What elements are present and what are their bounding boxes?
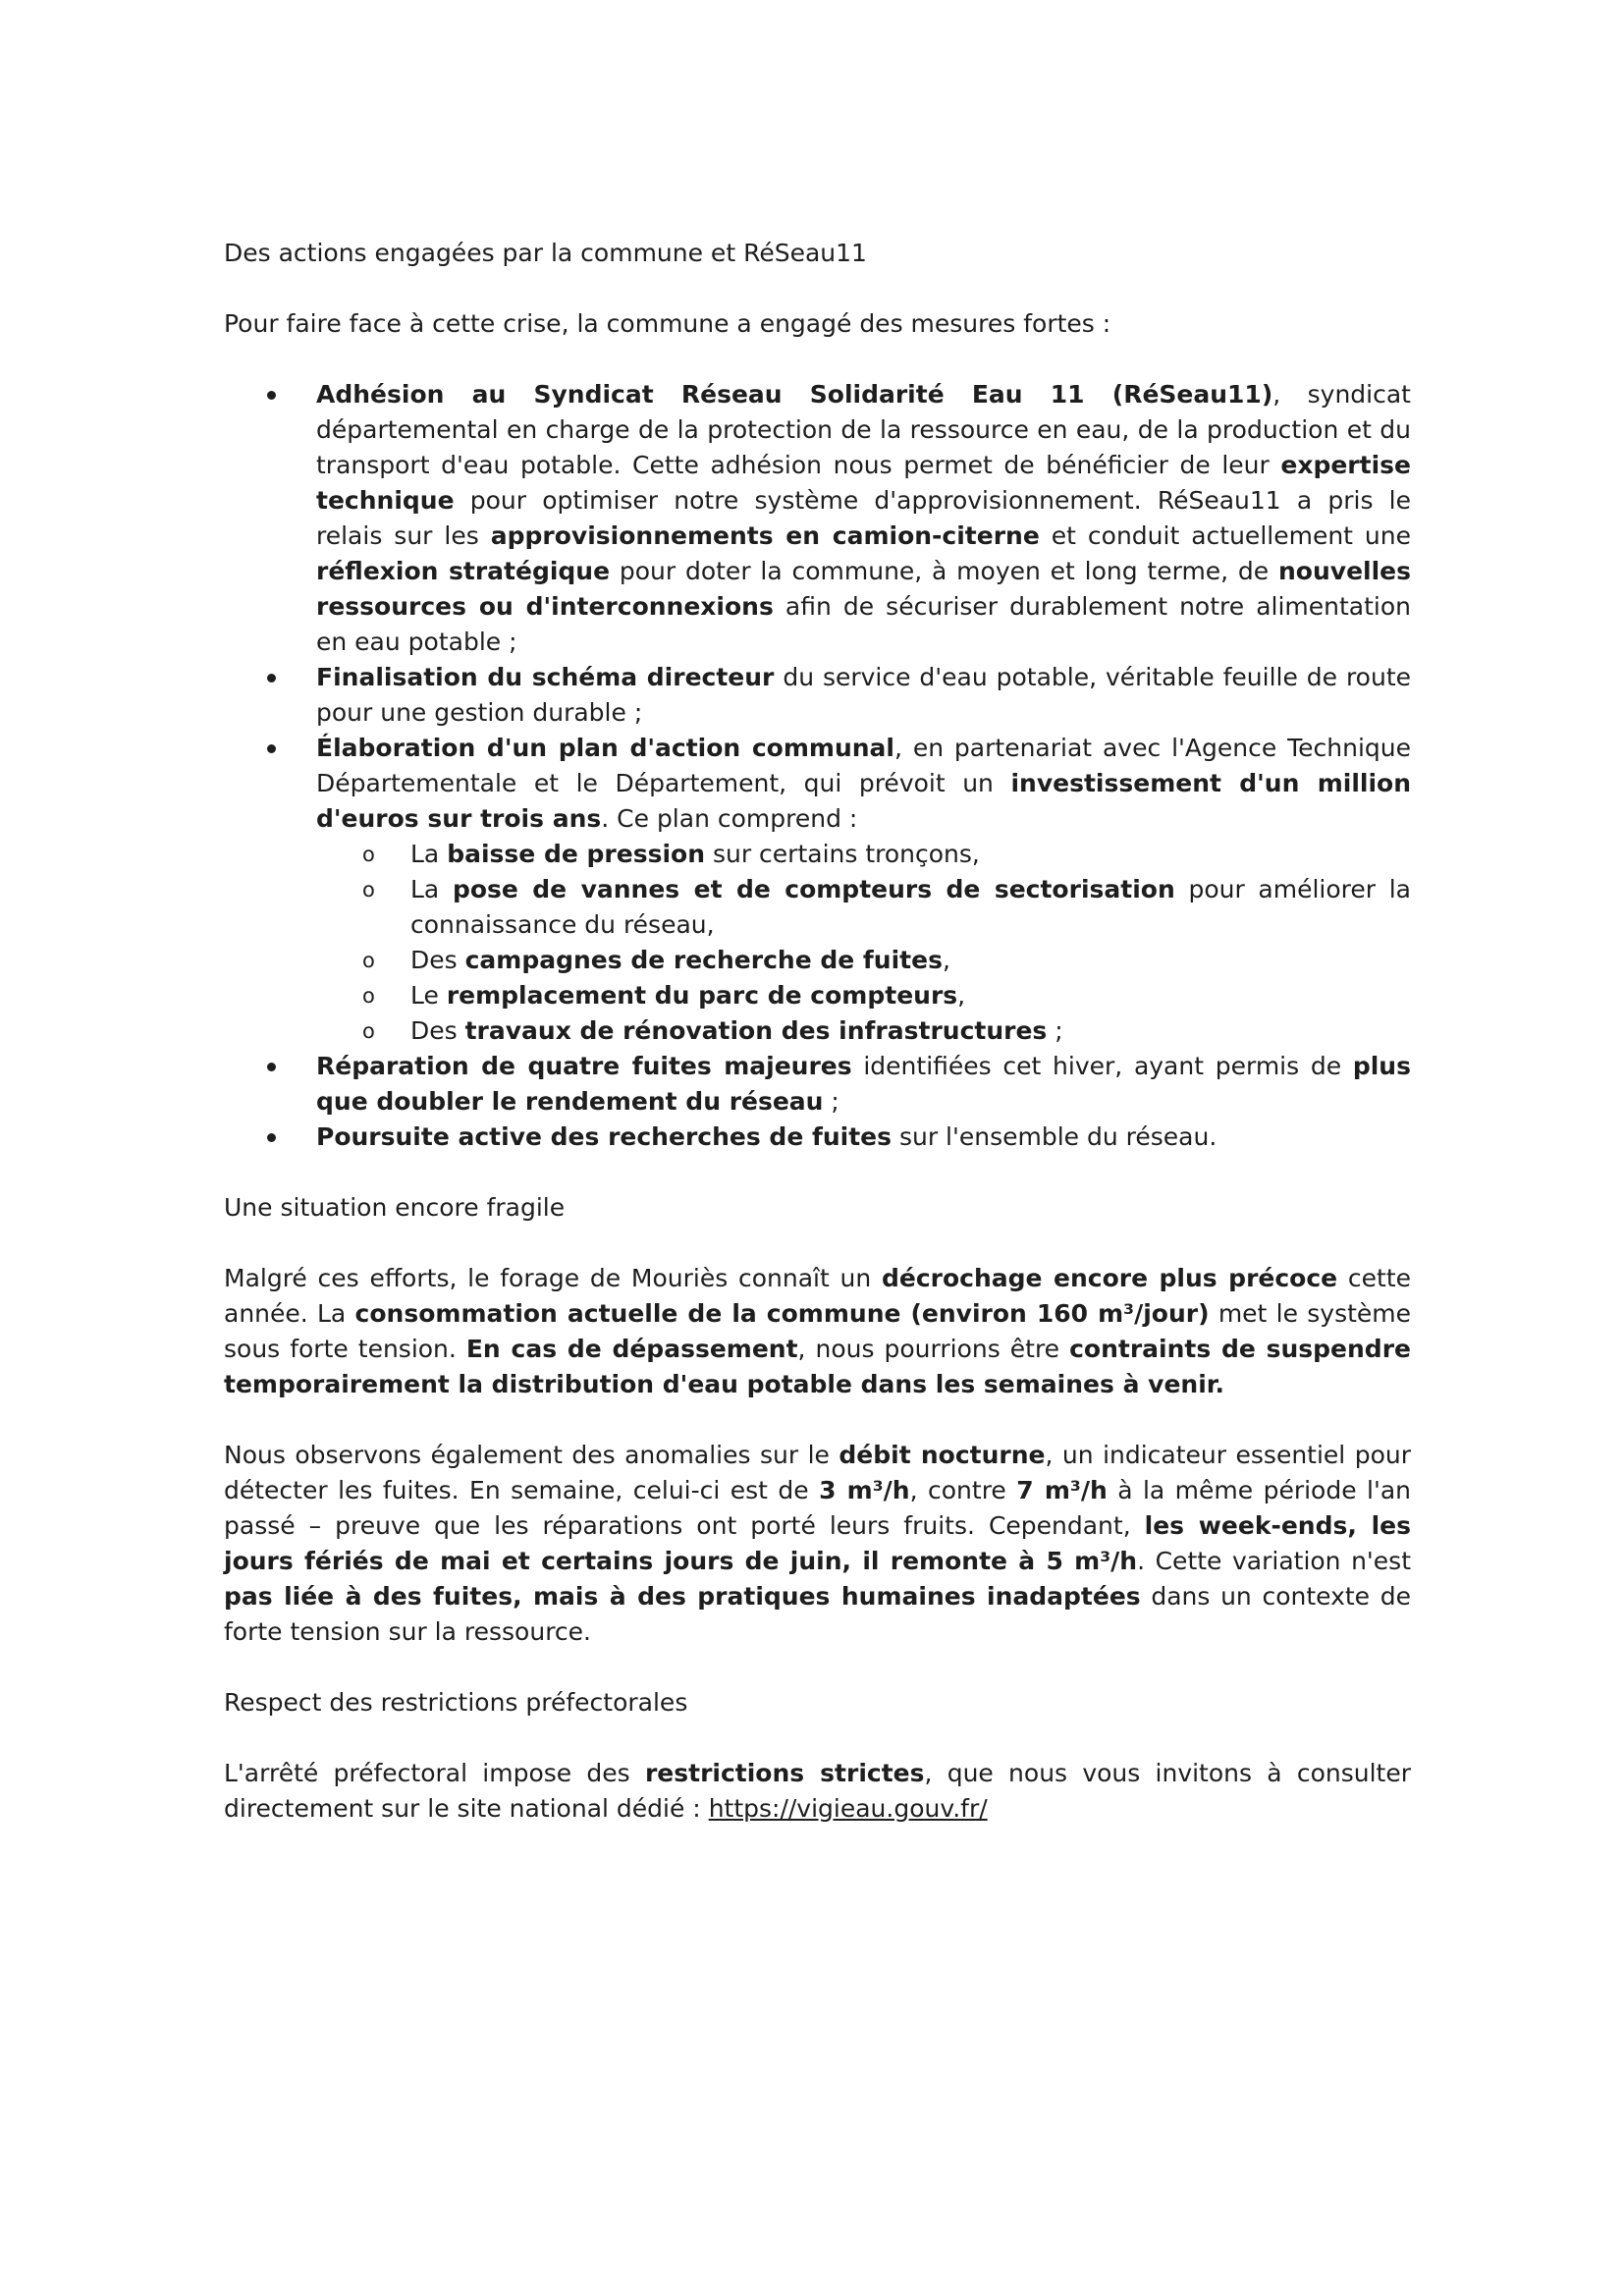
bold-text: En cas de dépassement <box>465 1335 798 1363</box>
text-run: du service d'eau potable, véritable feuille de route pour une gestion durable ; <box>316 663 1411 727</box>
action-item-text <box>316 1052 1411 1116</box>
text-run: sur certains tronçons, <box>705 840 980 868</box>
plan-subitem <box>316 837 1411 872</box>
intro-text: Pour faire face à cette crise, la commune a engagé des mesures fortes : <box>224 309 1111 338</box>
text-run: ; <box>823 1087 839 1116</box>
plan-subitem-text <box>410 981 965 1010</box>
bullet-icon <box>267 1133 276 1142</box>
text-run: Des <box>410 946 465 974</box>
bold-text: consommation actuelle de la commune (environ 160 m³/jour) <box>354 1299 1210 1328</box>
paragraph-situation-1 <box>224 1261 1411 1402</box>
text-run: , syndicat départemental en charge de la protection de la ressource en eau, de la production et du transport d'eau potable. Cette adhésion nous permet de bénéficier de leur <box>316 380 1411 479</box>
text-run: , <box>942 946 950 974</box>
bold-text: débit nocturne <box>839 1441 1046 1469</box>
action-item <box>221 660 1411 731</box>
action-item <box>221 1049 1411 1120</box>
text-run: , contre <box>909 1476 1017 1504</box>
action-item-text <box>316 663 1411 727</box>
bold-text: pas liée à des fuites, mais à des pratiques humaines inadaptées <box>224 1582 1141 1611</box>
text-run: Des <box>410 1016 465 1045</box>
bold-text: 3 m³/h <box>819 1476 910 1504</box>
text-run: et conduit actuellement une <box>1039 521 1412 550</box>
bold-text: investissement d'un million d'euros sur trois ans <box>316 769 1412 833</box>
bold-text: travaux de rénovation des infrastructures <box>464 1016 1048 1045</box>
plan-subitem <box>316 1013 1411 1049</box>
action-item <box>221 377 1411 660</box>
text-run: , nous pourrions être <box>797 1335 1070 1363</box>
text-run: La <box>410 875 453 903</box>
bold-text: Finalisation du schéma directeur <box>316 663 775 691</box>
text-run: dans un contexte de forte tension sur la ressource. <box>224 1582 1411 1646</box>
text-run: ; <box>1047 1016 1063 1045</box>
action-item-text <box>316 734 1411 833</box>
circle-bullet-icon: o <box>362 878 375 902</box>
text-run: L'arrêté préfectoral impose des <box>224 1759 645 1787</box>
action-item <box>221 1120 1411 1155</box>
bullet-icon <box>267 744 276 753</box>
bold-text: Élaboration d'un plan d'action communal <box>316 734 894 762</box>
bold-text: pose de vannes et de compteurs de sectorisation <box>452 875 1175 903</box>
plan-subitem <box>316 978 1411 1013</box>
circle-bullet-icon: o <box>362 1019 375 1043</box>
text-run: sur l'ensemble du réseau. <box>892 1122 1217 1151</box>
text-run: pour améliorer la connaissance du réseau, <box>410 875 1411 939</box>
plan-subitem-text <box>410 840 980 868</box>
plan-subitem <box>316 943 1411 978</box>
text-run: , <box>957 981 966 1010</box>
bold-text: nouvelles ressources ou d'interconnexions <box>316 557 1411 621</box>
text-run: cette année. La <box>224 1264 1411 1328</box>
section-heading-restrictions: Respect des restrictions préfectorales <box>224 1688 688 1717</box>
bold-text: contraints de suspendre temporairement la distribution d'eau potable dans les semaines à venir. <box>224 1335 1411 1398</box>
text-run: Nous observons également des anomalies sur le <box>224 1441 839 1469</box>
text-run: afin de sécuriser durablement notre alimentation en eau potable ; <box>316 592 1411 656</box>
bold-text: campagnes de recherche de fuites <box>464 946 943 974</box>
text-run: . Ce plan comprend : <box>601 804 858 833</box>
plan-subitem <box>316 872 1411 943</box>
plan-subitem-text <box>410 1016 1063 1045</box>
bullet-icon <box>267 1063 276 1071</box>
vigieau-link[interactable]: https://vigieau.gouv.fr/ <box>708 1794 988 1823</box>
section-heading-actions: Des actions engagées par la commune et RéSeau11 <box>224 239 867 267</box>
text-run: pour doter la commune, à moyen et long terme, de <box>610 557 1278 585</box>
bold-text: réflexion stratégique <box>316 557 611 585</box>
document-page <box>221 236 1411 1862</box>
circle-bullet-icon: o <box>362 949 375 972</box>
action-item-text <box>316 1122 1217 1151</box>
text-run: identifiées cet hiver, ayant permis de <box>851 1052 1353 1080</box>
bold-text: Réparation de quatre fuites majeures <box>316 1052 852 1080</box>
text-run: , un indicateur essentiel pour détecter les fuites. En semaine, celui-ci est de <box>224 1441 1412 1504</box>
paragraph-restrictions <box>224 1756 1411 1827</box>
bold-text: restrictions strictes <box>644 1759 925 1787</box>
bold-text: remplacement du parc de compteurs <box>446 981 958 1010</box>
bold-text: Poursuite active des recherches de fuites <box>316 1122 893 1151</box>
bold-text: approvisionnements en camion-citerne <box>490 521 1040 550</box>
action-item <box>221 731 1411 1049</box>
action-item-text <box>316 380 1411 656</box>
bullet-icon <box>267 391 276 400</box>
text-run: , en partenariat avec l'Agence Technique Départementale et le Département, qui prévoit un <box>316 734 1411 797</box>
plan-sublist <box>316 837 1411 1049</box>
plan-subitem-text <box>410 946 950 974</box>
bullet-icon <box>267 674 276 683</box>
text-run: Le <box>410 981 447 1010</box>
text-run: met le système sous forte tension. <box>224 1299 1412 1363</box>
bold-text: les week-ends, les jours fériés de mai et certains jours de juin, il remonte à 5 m³/h <box>224 1511 1411 1575</box>
paragraph-situation-2 <box>224 1438 1411 1650</box>
bold-text: décrochage encore plus précoce <box>881 1264 1338 1292</box>
circle-bullet-icon: o <box>362 984 375 1008</box>
bold-text: Adhésion au Syndicat Réseau Solidarité Eau 11 (RéSeau11) <box>316 380 1273 409</box>
circle-bullet-icon: o <box>362 843 375 866</box>
section-heading-situation: Une situation encore fragile <box>224 1193 566 1222</box>
text-run: , que nous vous invitons à consulter directement sur le site national dédié : <box>224 1759 1412 1823</box>
bold-text: 7 m³/h <box>1016 1476 1108 1504</box>
text-run: à la même période l'an passé – preuve que les réparations ont porté leurs fruits. Cependant, <box>224 1476 1412 1540</box>
bold-text: plus que doubler le rendement du réseau <box>316 1052 1411 1116</box>
actions-list <box>221 377 1411 1155</box>
plan-subitem-text <box>410 875 1411 939</box>
text-run: La <box>410 840 448 868</box>
text-run: Malgré ces efforts, le forage de Mouriès connaît un <box>224 1264 882 1292</box>
bold-text: baisse de pression <box>447 840 705 868</box>
text-run: . Cette variation n'est <box>1137 1547 1411 1575</box>
text-run: pour optimiser notre système d'approvisionnement. RéSeau11 a pris le relais sur les <box>316 486 1411 550</box>
bold-text: expertise technique <box>316 451 1411 515</box>
